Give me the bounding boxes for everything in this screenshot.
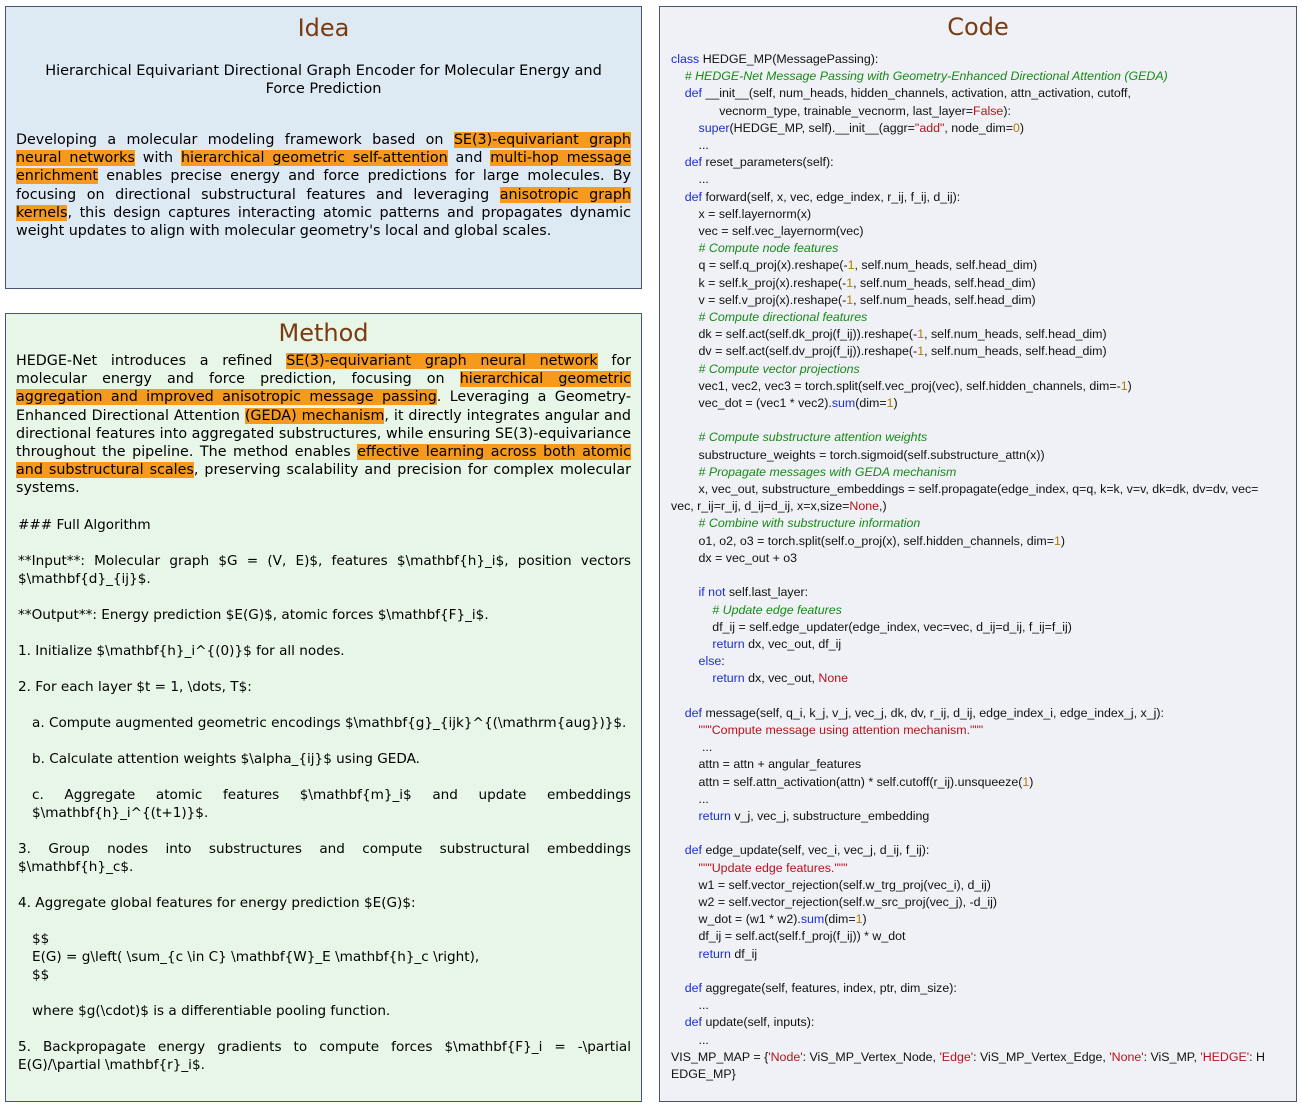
code-line xyxy=(671,429,1288,446)
code-token: ) xyxy=(1029,774,1034,789)
code-token: substructure_weights = torch.sigmoid(self.substructure_attn(x)) xyxy=(671,447,1045,462)
code-token: , self.num_heads, self.head_dim) xyxy=(853,292,1036,307)
code-token: df_ij = self.edge_updater(edge_index, vec=vec, d_ij=d_ij, f_ij=f_ij) xyxy=(671,619,1072,634)
code-token: vec1, vec2, vec3 = torch.split(self.vec_proj(vec), self.hidden_channels, dim=- xyxy=(671,378,1121,393)
code-token: ... xyxy=(671,791,709,806)
code-block xyxy=(671,51,1288,1083)
text-segment: . Leveraging a Geometry-Enhanced Directional Attention xyxy=(16,389,631,424)
code-token: return xyxy=(698,808,735,823)
code-token: 1 xyxy=(917,327,925,342)
highlighted-phrase: effective learning across both atomic and substructural scales xyxy=(16,444,631,479)
code-line xyxy=(671,343,1288,360)
idea-paragraph xyxy=(16,131,631,240)
code-token xyxy=(671,809,699,823)
code-token: update(self, inputs): xyxy=(705,1015,815,1030)
code-line xyxy=(671,653,1288,670)
code-token: vec = self.vec_layernorm(vec) xyxy=(671,224,864,239)
code-token: v = self.v_proj(x).reshape(- xyxy=(671,292,847,307)
algorithm-step: 2. For each layer $t = 1, \dots, T$: xyxy=(18,678,252,695)
code-line xyxy=(671,877,1288,894)
spacer xyxy=(18,984,631,1002)
highlighted-phrase: hierarchical geometric aggregation and improved anisotropic message passing xyxy=(16,371,631,406)
text-segment: HEDGE-Net introduces a refined xyxy=(16,353,287,369)
code-line xyxy=(671,705,1288,722)
code-line xyxy=(671,189,1288,206)
code-line xyxy=(671,361,1288,378)
code-token: HEDGE_MP(MessagePassing): xyxy=(702,52,879,66)
code-line xyxy=(671,533,1288,550)
code-line xyxy=(671,206,1288,223)
code-token: attn = attn + angular_features xyxy=(671,757,862,772)
algorithm-step: where $g(\cdot)$ is a differentiable pooling function. xyxy=(32,1002,391,1019)
code-line xyxy=(671,550,1288,567)
code-token: (dim= xyxy=(824,912,856,927)
code-line xyxy=(671,240,1288,257)
code-token: 1 xyxy=(1022,774,1030,789)
highlighted-phrase: anisotropic graph kernels xyxy=(16,186,631,221)
algorithm-step: b. Calculate attention weights $\alpha_{ij}$ using GEDA. xyxy=(32,750,420,767)
code-line xyxy=(671,774,1288,791)
code-token: vec, r_ij=r_ij, d_ij=d_ij, x=x,size= xyxy=(671,499,850,514)
code-line xyxy=(671,85,1288,102)
code-token: EDGE_MP} xyxy=(671,1066,736,1081)
code-token: w1 = self.vector_rejection(self.w_trg_proj(vec_i), d_ij) xyxy=(671,877,991,892)
code-token: o1, o2, o3 = torch.split(self.o_proj(x), self.hidden_channels, dim= xyxy=(671,533,1054,548)
method-paragraph xyxy=(16,352,631,498)
spacer xyxy=(18,732,631,750)
highlighted-phrase: SE(3)-equivariant graph neural networks xyxy=(16,132,631,167)
spacer xyxy=(18,912,631,930)
full-algorithm xyxy=(18,498,631,1074)
algorithm-step: ### Full Algorithm xyxy=(18,516,151,533)
code-line xyxy=(671,257,1288,274)
code-token: # Compute substructure attention weights xyxy=(671,430,928,445)
code-token: ) xyxy=(893,396,898,411)
code-token: ): xyxy=(1003,103,1011,118)
method-title: Method xyxy=(278,319,369,347)
code-token: (dim= xyxy=(855,396,887,411)
code-line xyxy=(671,447,1288,464)
code-token xyxy=(671,585,699,599)
code-token: # Combine with substructure information xyxy=(671,516,921,531)
code-token: # Update edge features xyxy=(671,602,842,617)
code-line xyxy=(671,309,1288,326)
algorithm-step: c. Aggregate atomic features $\mathbf{m}_i$ and update embeddings $\mathbf{h}_i^{(t+1)}$. xyxy=(32,786,631,821)
code-token: : ViS_MP_Vertex_Edge, xyxy=(973,1049,1110,1064)
code-line xyxy=(671,739,1288,756)
highlighted-phrase: (GEDA) mechanism xyxy=(244,407,385,424)
code-token: (HEDGE_MP, self).__init__(aggr= xyxy=(729,120,915,135)
code-token: def xyxy=(671,86,706,101)
code-token: dx, vec_out, df_ij xyxy=(748,636,842,651)
code-token: """Compute message using attention mechanism.""" xyxy=(671,722,984,737)
code-token: edge_update(self, vec_i, vec_j, d_ij, f_ij): xyxy=(705,843,930,858)
text-segment: and xyxy=(447,150,491,167)
code-token: 1 xyxy=(846,275,854,290)
algorithm-step: **Output**: Energy prediction $E(G)$, atomic forces $\mathbf{F}_i$. xyxy=(18,606,489,623)
code-token: 'HEDGE' xyxy=(1200,1049,1250,1064)
code-line xyxy=(671,946,1288,963)
code-token: w_dot = (w1 * w2). xyxy=(671,912,801,927)
code-line xyxy=(671,636,1288,653)
code-token xyxy=(671,121,699,135)
code-token: 1 xyxy=(846,292,854,307)
code-token: # Compute node features xyxy=(671,241,839,256)
code-token: dv = self.act(self.dv_proj(f_ij)).reshape(- xyxy=(671,344,918,359)
code-token: def xyxy=(671,705,706,720)
code-token xyxy=(671,671,712,685)
text-segment: for molecular energy and force prediction, focusing on xyxy=(16,353,632,388)
code-token: # HEDGE-Net Message Passing with Geometry-Enhanced Directional Attention (GEDA) xyxy=(671,69,1168,84)
code-line xyxy=(671,515,1288,532)
code-line xyxy=(671,412,1288,429)
code-line xyxy=(671,963,1288,980)
code-line xyxy=(671,1014,1288,1031)
code-token: attn = self.attn_activation(attn) * self.cutoff(r_ij).unsqueeze( xyxy=(671,774,1023,789)
code-token: # Compute vector projections xyxy=(671,361,860,376)
code-token xyxy=(671,637,712,651)
code-token: reset_parameters(self): xyxy=(705,155,834,170)
code-token: sum xyxy=(800,912,825,927)
algorithm-step: $$ E(G) = g\left( \sum_{c \in C} \mathbf{W}_E \mathbf{h}_c \right), $$ xyxy=(32,930,480,983)
code-line xyxy=(671,326,1288,343)
highlighted-phrase: hierarchical geometric self-attention xyxy=(180,150,448,167)
spacer xyxy=(18,876,631,894)
code-token: v_j, vec_j, substructure_embedding xyxy=(734,808,930,823)
algorithm-step: a. Compute augmented geometric encodings $\mathbf{g}_{ijk}^{(\mathrm{aug})}$. xyxy=(32,714,627,731)
code-token: w2 = self.vector_rejection(self.w_src_proj(vec_j), -d_ij) xyxy=(671,894,998,909)
code-line xyxy=(671,154,1288,171)
code-line xyxy=(671,860,1288,877)
code-token: ) xyxy=(1060,533,1065,548)
text-segment: , preserving scalability and precision for complex molecular systems. xyxy=(16,462,631,497)
code-line xyxy=(671,756,1288,773)
algorithm-step: 1. Initialize $\mathbf{h}_i^{(0)}$ for all nodes. xyxy=(18,642,345,659)
code-line xyxy=(671,120,1288,137)
spacer xyxy=(18,534,631,552)
code-line xyxy=(671,997,1288,1014)
code-token: , self.num_heads, self.head_dim) xyxy=(854,258,1038,273)
code-token: ... xyxy=(671,740,713,755)
code-line xyxy=(671,137,1288,154)
code-token: VIS_MP_MAP = { xyxy=(671,1049,769,1064)
code-token: def xyxy=(671,1015,706,1030)
code-token xyxy=(671,654,699,668)
code-token: """Update edge features.""" xyxy=(671,860,848,875)
code-line xyxy=(671,928,1288,945)
code-line xyxy=(671,378,1288,395)
algorithm-step: 4. Aggregate global features for energy prediction $E(G)$: xyxy=(18,894,416,911)
code-token: ... xyxy=(671,998,709,1013)
code-line xyxy=(671,481,1288,498)
code-token: 'Node' xyxy=(768,1049,803,1064)
code-line xyxy=(671,1049,1288,1066)
code-token: vecnorm_type, trainable_vecnorm, last_layer= xyxy=(671,103,973,118)
method-panel xyxy=(5,313,642,1102)
code-line xyxy=(671,980,1288,997)
code-line xyxy=(671,808,1288,825)
code-token: x, vec_out, substructure_embeddings = self.propagate(edge_index, q=q, k=k, v=v, dk=dk, dv=dv, vec= xyxy=(671,482,1259,497)
code-token: self.last_layer: xyxy=(728,585,809,600)
code-token: : xyxy=(721,654,725,669)
code-token: else xyxy=(698,654,722,669)
code-token: # Propagate messages with GEDA mechanism xyxy=(671,464,957,479)
code-line xyxy=(671,68,1288,85)
spacer xyxy=(18,624,631,642)
code-title: Code xyxy=(947,13,1009,41)
code-token: k = self.k_proj(x).reshape(- xyxy=(671,275,847,290)
idea-panel xyxy=(5,6,642,289)
code-line xyxy=(671,670,1288,687)
spacer xyxy=(18,660,631,678)
code-token: return xyxy=(712,671,749,686)
code-token: , self.num_heads, self.head_dim) xyxy=(924,327,1107,342)
code-token: dx, vec_out, xyxy=(748,671,819,686)
code-token: 'Edge' xyxy=(939,1049,974,1064)
idea-subtitle: Hierarchical Equivariant Directional Graph Encoder for Molecular Energy and Force Prediction xyxy=(45,63,602,97)
code-token: , self.num_heads, self.head_dim) xyxy=(853,275,1036,290)
code-line xyxy=(671,395,1288,412)
idea-title: Idea xyxy=(297,14,350,42)
code-token: def xyxy=(671,189,706,204)
code-line xyxy=(671,894,1288,911)
code-token: None xyxy=(849,499,879,514)
highlighted-phrase: multi-hop message enrichment xyxy=(16,150,631,185)
code-line xyxy=(671,1032,1288,1049)
code-token xyxy=(671,947,699,961)
spacer xyxy=(18,822,631,840)
code-token: "add" xyxy=(914,120,945,135)
code-line xyxy=(671,842,1288,859)
code-token: x = self.layernorm(x) xyxy=(671,206,812,221)
code-token: , self.num_heads, self.head_dim) xyxy=(924,344,1107,359)
code-token: 0 xyxy=(1012,120,1020,135)
code-token: return xyxy=(698,946,735,961)
spacer xyxy=(18,588,631,606)
code-token: : ViS_MP, xyxy=(1143,1049,1201,1064)
code-token: df_ij = self.act(self.f_proj(f_ij)) * w_dot xyxy=(671,929,906,944)
code-line xyxy=(671,688,1288,705)
code-token: def xyxy=(671,843,706,858)
code-token: None xyxy=(818,671,849,686)
spacer xyxy=(18,498,631,516)
text-segment: , this design captures interacting atomic patterns and propagates dynamic weight updates to align with molecular geometry's local and global scales. xyxy=(16,204,631,240)
code-token: ... xyxy=(671,138,709,153)
code-token: : ViS_MP_Vertex_Node, xyxy=(802,1049,940,1064)
code-line xyxy=(671,103,1288,120)
code-token: dk = self.act(self.dk_proj(f_ij)).reshape(- xyxy=(671,327,918,342)
code-line xyxy=(671,1066,1288,1083)
code-token: , node_dim= xyxy=(944,120,1013,135)
text-segment: Developing a molecular modeling framework based on xyxy=(16,132,454,148)
code-line xyxy=(671,602,1288,619)
code-token: def xyxy=(671,980,706,995)
code-token: df_ij xyxy=(734,946,758,961)
code-token: False xyxy=(973,103,1004,118)
algorithm-step: 5. Backpropagate energy gradients to compute forces $\mathbf{F}_i = -\partial E(G)/\partial \mathbf{r}_i$. xyxy=(18,1038,631,1073)
code-token: message(self, q_i, k_j, v_j, vec_j, dk, dv, r_ij, d_ij, edge_index_i, edge_index_j, x_j): xyxy=(705,705,1164,720)
code-line xyxy=(671,223,1288,240)
code-line xyxy=(671,722,1288,739)
code-line xyxy=(671,825,1288,842)
code-token: 1 xyxy=(847,258,855,273)
algorithm-step: **Input**: Molecular graph $G = (V, E)$, features $\mathbf{h}_i$, position vectors $\mathbf{d}_{ij}$. xyxy=(18,552,631,587)
code-token: 1 xyxy=(1120,378,1128,393)
code-token: 1 xyxy=(855,912,863,927)
code-token: aggregate(self, features, index, ptr, dim_size): xyxy=(705,980,957,995)
code-line xyxy=(671,275,1288,292)
code-token: ... xyxy=(671,1032,709,1047)
text-segment: with xyxy=(134,150,181,167)
algorithm-step: 3. Group nodes into substructures and compute substructural embeddings $\mathbf{h}_c$. xyxy=(18,840,631,875)
code-line xyxy=(671,911,1288,928)
code-token: 1 xyxy=(1053,533,1061,548)
code-token: : H xyxy=(1249,1049,1265,1064)
code-token: 1 xyxy=(886,396,894,411)
text-segment: , it directly integrates angular and directional features into aggregated substructures, while ensuring SE(3)-equivariance throughout the pipeline. The method enables xyxy=(16,407,631,461)
code-token: if not xyxy=(698,585,729,600)
code-token: # Compute directional features xyxy=(671,310,868,325)
spacer xyxy=(18,768,631,786)
code-token: 1 xyxy=(917,344,925,359)
code-line xyxy=(671,791,1288,808)
code-token: 'None' xyxy=(1109,1049,1144,1064)
code-token: super xyxy=(698,120,730,135)
code-token: __init__(self, num_heads, hidden_channels, activation, attn_activation, cutoff, xyxy=(705,86,1131,101)
code-token: def xyxy=(671,155,706,170)
code-token: vec_dot = (vec1 * vec2). xyxy=(671,396,832,411)
code-token: ) xyxy=(1127,378,1132,393)
code-line xyxy=(671,498,1288,515)
code-panel xyxy=(659,6,1297,1102)
code-token: forward(self, x, vec, edge_index, r_ij, f_ij, d_ij): xyxy=(705,189,961,204)
code-token: ... xyxy=(671,172,709,187)
code-token: ) xyxy=(1019,120,1024,135)
code-line xyxy=(671,567,1288,584)
code-token: dx = vec_out + o3 xyxy=(671,550,798,565)
code-token: sum xyxy=(831,396,856,411)
spacer xyxy=(18,696,631,714)
code-line xyxy=(671,171,1288,188)
code-line xyxy=(671,464,1288,481)
code-token: class xyxy=(671,52,703,66)
code-token: ) xyxy=(862,912,867,927)
code-line xyxy=(671,292,1288,309)
code-line xyxy=(671,619,1288,636)
code-token: return xyxy=(712,636,749,651)
code-token: ,) xyxy=(879,499,887,514)
code-line xyxy=(671,584,1288,601)
text-segment: enables precise energy and force predictions for large molecules. By focusing on directional substructural features and leveraging xyxy=(16,168,631,203)
code-token: q = self.q_proj(x).reshape(- xyxy=(671,258,848,273)
highlighted-phrase: SE(3)-equivariant graph neural network xyxy=(286,353,598,369)
spacer xyxy=(18,1020,631,1038)
code-line xyxy=(671,51,1288,68)
